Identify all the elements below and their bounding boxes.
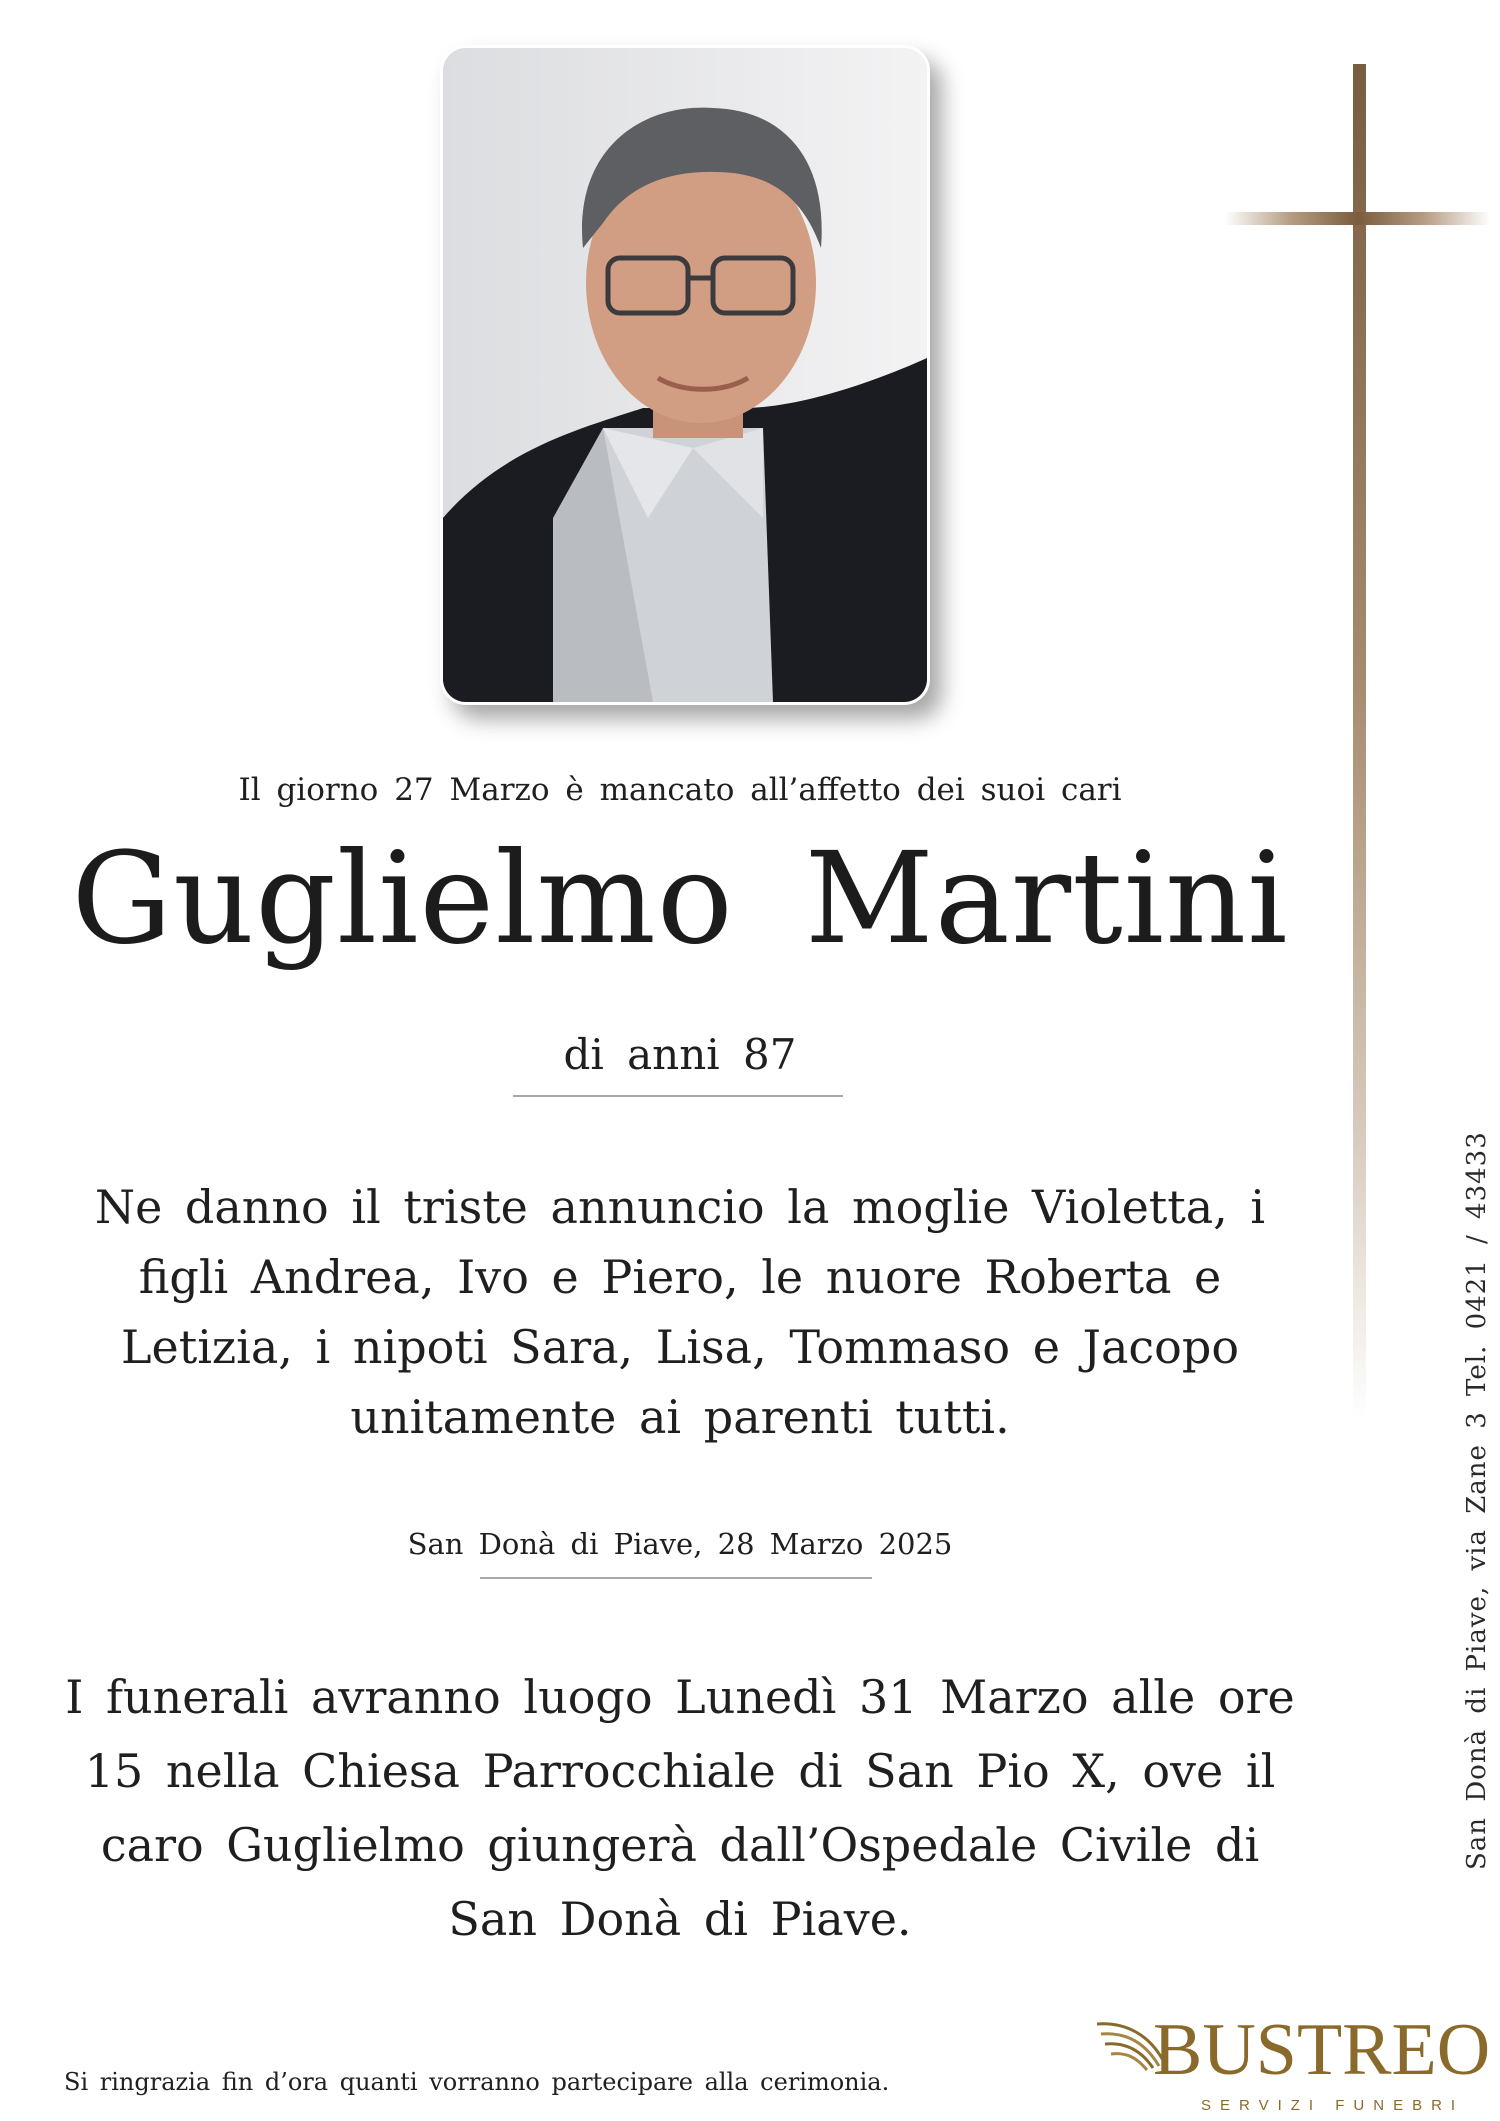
- age-line: di anni 87: [563, 1030, 797, 1079]
- cross-vertical-bar: [1353, 64, 1366, 1418]
- cross-horizontal-bar: [1225, 212, 1490, 225]
- portrait-photo: [440, 45, 930, 705]
- divider-age: [513, 1095, 843, 1097]
- thanks-line: Si ringrazia fin d’ora quanti vorranno partecipare alla cerimonia.: [64, 2068, 890, 2096]
- side-address: San Donà di Piave, via Zane 3 Tel. 0421 / 43433: [1462, 1131, 1492, 1870]
- intro-line: Il giorno 27 Marzo è mancato all’affetto dei suoi cari: [238, 772, 1122, 808]
- deceased-name: Guglielmo Martini: [71, 825, 1289, 972]
- logo-subtitle: SERVIZI FUNEBRI: [1201, 2097, 1465, 2114]
- divider-date: [480, 1577, 872, 1579]
- portrait-illustration: [443, 48, 927, 702]
- place-date: San Donà di Piave, 28 Marzo 2025: [407, 1527, 953, 1561]
- bustreo-logo: [1095, 2010, 1495, 2121]
- announcement-paragraph: Ne danno il triste annuncio la moglie Violetta, i figli Andrea, Ivo e Piero, le nuore Roberta e Letizia, i nipoti Sara, Lisa, Tommaso e Jacopo unitamente ai parenti tutti.: [94, 1180, 1266, 1444]
- logo-name: BUSTREO: [1153, 2009, 1491, 2091]
- funeral-paragraph: I funerali avranno luogo Lunedì 31 Marzo alle ore 15 nella Chiesa Parrocchiale di San Pio X, ove il caro Guglielmo giungerà dall’Ospedale Civile di San Donà di Piave.: [65, 1670, 1295, 1946]
